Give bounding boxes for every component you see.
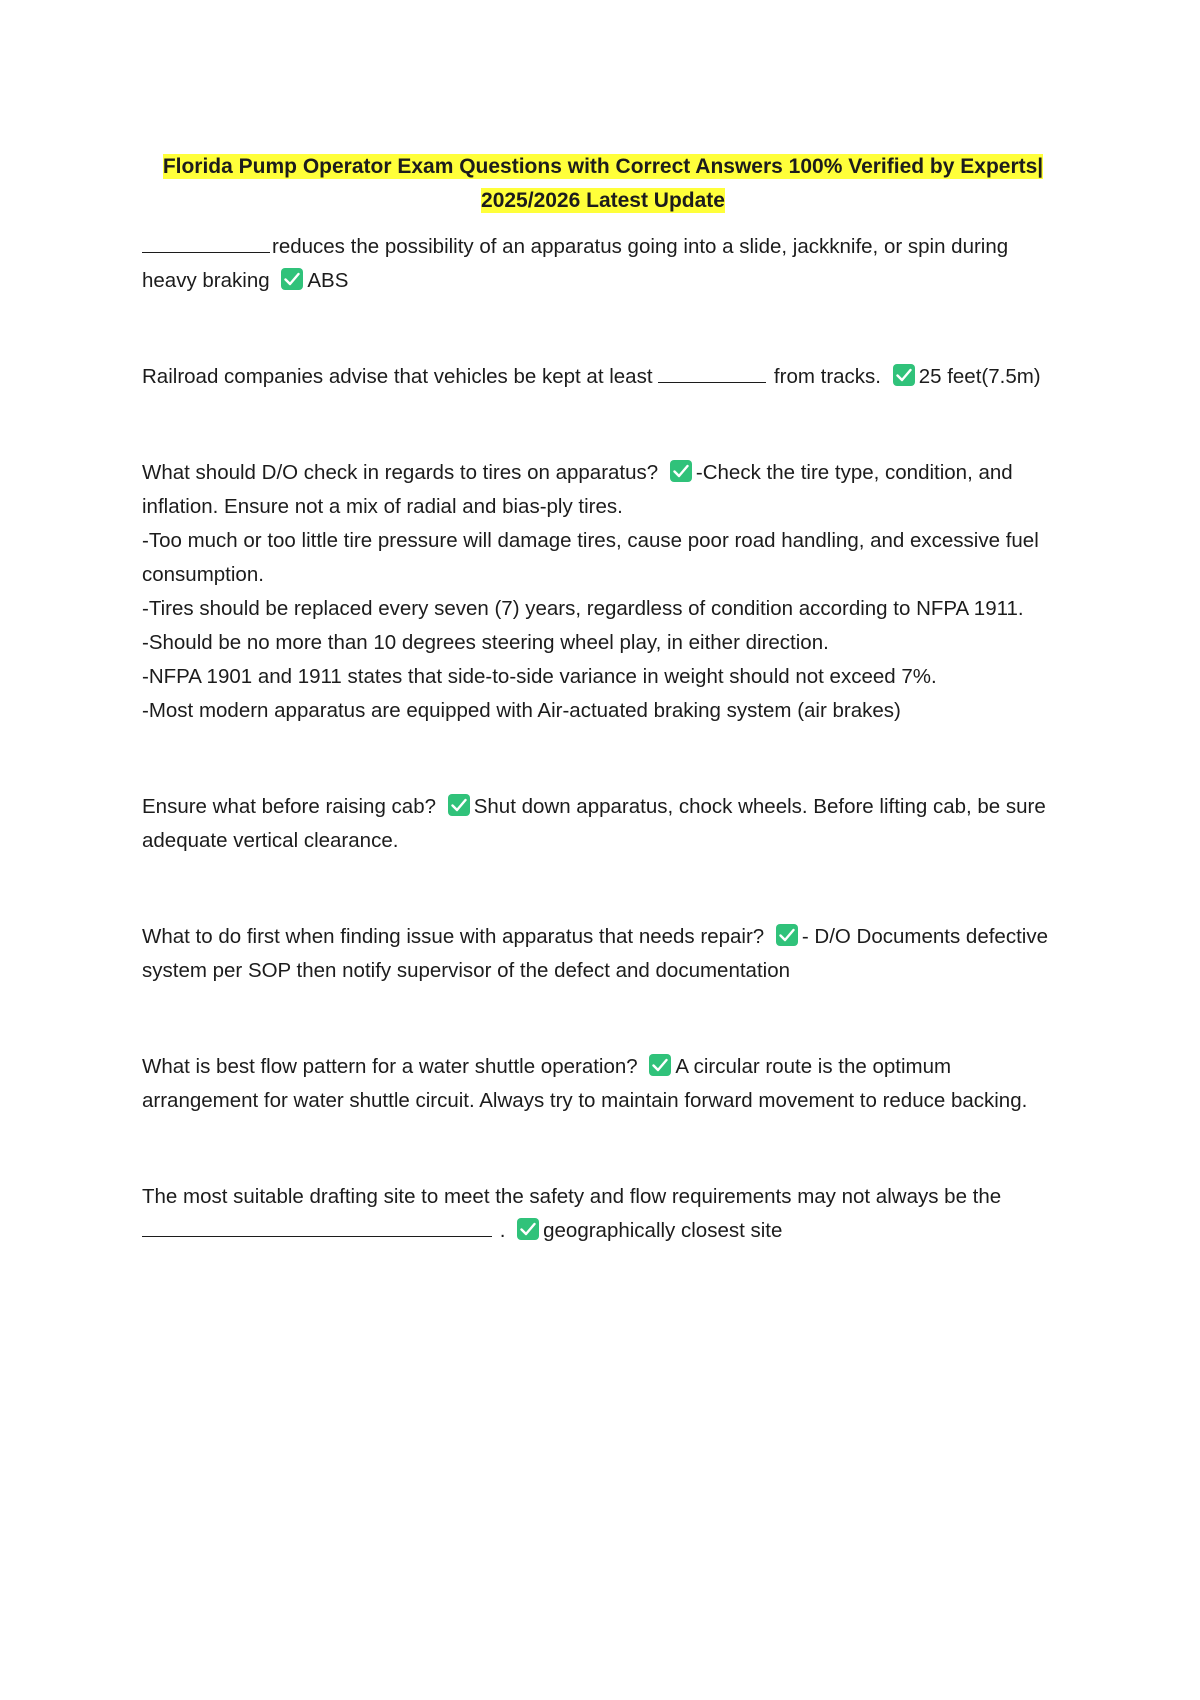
answer-detail: -Tires should be replaced every seven (7) years, regardless of condition according to NFPA 1911.: [142, 597, 1024, 620]
qa-item-6: [142, 1050, 1064, 1118]
answer-text: -Check the tire type, condition, and inflation. Ensure not a mix of radial and bias-ply tires.: [142, 461, 1013, 518]
title-line-2: 2025/2026 Latest Update: [481, 189, 725, 212]
check-mark-icon: [517, 1218, 539, 1240]
answer-blank: [142, 232, 270, 253]
answer-text: 25 feet(7.5m): [918, 365, 1041, 388]
answer-text: ABS: [307, 269, 349, 292]
answer-detail: -Should be no more than 10 degrees steering wheel play, in either direction.: [142, 631, 829, 654]
answer-detail: -NFPA 1901 and 1911 states that side-to-side variance in weight should not exceed 7%.: [142, 665, 937, 688]
check-mark-icon: [893, 364, 915, 386]
question-text: What is best flow pattern for a water shuttle operation?: [142, 1055, 638, 1078]
document-page: [142, 150, 1064, 1248]
question-text: reduces the possibility of an apparatus going into a slide, jackknife, or spin during heavy braking: [142, 235, 1009, 292]
qa-item-5: [142, 920, 1064, 988]
answer-text: - D/O Documents defective system per SOP then notify supervisor of the defect and documentation: [142, 925, 1048, 982]
check-mark-icon: [448, 794, 470, 816]
answer-text: geographically closest site: [543, 1219, 783, 1242]
answer-blank: [658, 362, 766, 383]
document-title: [142, 150, 1064, 218]
check-mark-icon: [670, 460, 692, 482]
question-text: What to do first when finding issue with apparatus that needs repair?: [142, 925, 765, 948]
question-text: What should D/O check in regards to tires on apparatus?: [142, 461, 659, 484]
answer-text: A circular route is the optimum arrangement for water shuttle circuit. Always try to maintain forward movement to reduce backing.: [142, 1055, 1028, 1112]
answer-detail: -Most modern apparatus are equipped with Air-actuated braking system (air brakes): [142, 699, 901, 722]
answer-detail: -Too much or too little tire pressure will damage tires, cause poor road handling, and excessive fuel consumption.: [142, 529, 1039, 586]
answer-text: Shut down apparatus, chock wheels. Before lifting cab, be sure adequate vertical clearance.: [142, 795, 1046, 852]
title-line-1: Florida Pump Operator Exam Questions with Correct Answers 100% Verified by Experts|: [162, 155, 1044, 178]
qa-item-4: [142, 790, 1064, 858]
qa-item-3: [142, 456, 1064, 728]
check-mark-icon: [281, 268, 303, 290]
qa-item-1: [142, 230, 1064, 298]
question-text-end: from tracks.: [773, 365, 881, 388]
qa-item-7: [142, 1180, 1064, 1248]
question-text-end: .: [499, 1219, 506, 1242]
check-mark-icon: [776, 924, 798, 946]
answer-blank: [142, 1216, 492, 1237]
check-mark-icon: [649, 1054, 671, 1076]
question-text: Ensure what before raising cab?: [142, 795, 437, 818]
question-text: Railroad companies advise that vehicles be kept at least: [142, 365, 653, 388]
question-text: The most suitable drafting site to meet the safety and flow requirements may not always be the: [142, 1185, 1002, 1208]
qa-item-2: [142, 360, 1064, 394]
